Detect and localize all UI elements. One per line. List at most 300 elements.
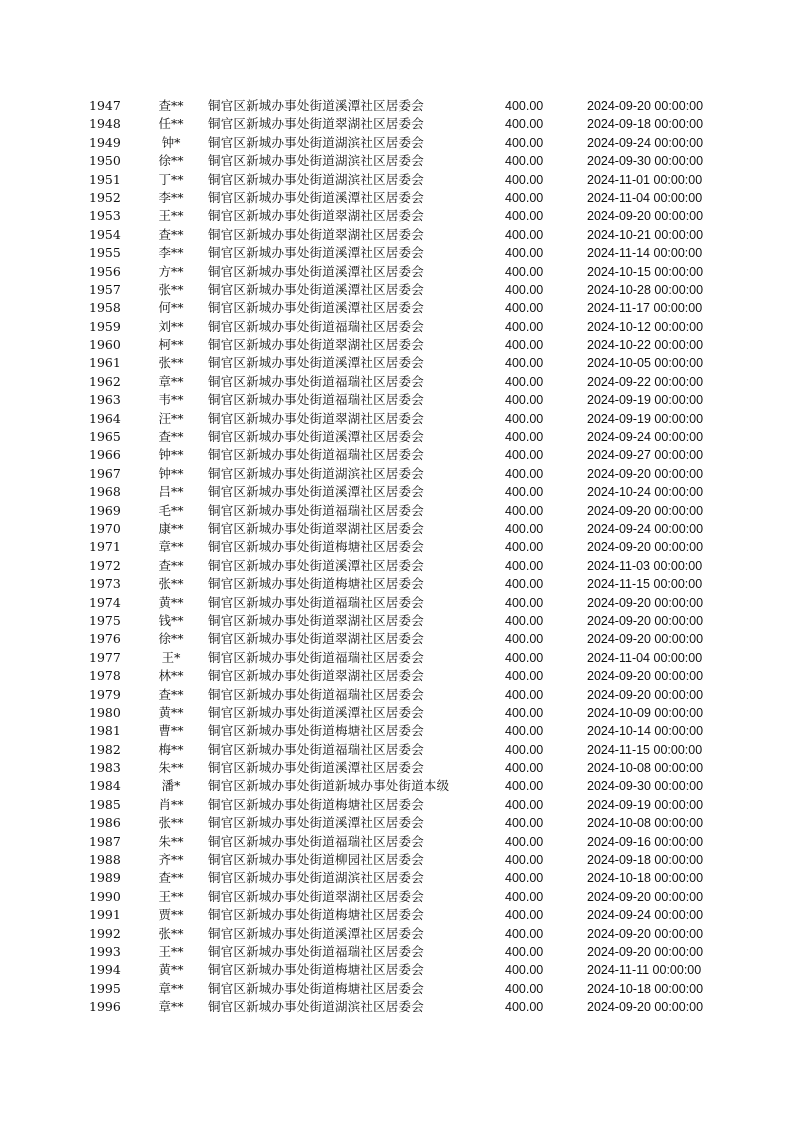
issue-date: 2024-10-12 00:00:00 bbox=[587, 319, 704, 334]
issue-date: 2024-11-15 00:00:00 bbox=[587, 577, 703, 592]
recipient-name: 方** bbox=[158, 263, 184, 279]
recipient-name: 章** bbox=[158, 980, 184, 996]
table-row bbox=[80, 189, 740, 207]
row-number: 1951 bbox=[89, 171, 121, 187]
issue-date: 2024-10-14 00:00:00 bbox=[587, 724, 704, 739]
table-row bbox=[80, 97, 740, 115]
issue-date: 2024-09-20 00:00:00 bbox=[587, 99, 704, 113]
issue-date: 2024-09-20 00:00:00 bbox=[587, 687, 704, 702]
issue-date: 2024-09-20 00:00:00 bbox=[587, 613, 704, 628]
community-committee: 铜官区新城办事处街道溪潭社区居委会 bbox=[208, 189, 424, 205]
table-row bbox=[80, 630, 740, 648]
amount: 400.00 bbox=[505, 632, 544, 647]
amount: 400.00 bbox=[505, 613, 544, 628]
table-row bbox=[80, 299, 740, 317]
community-committee: 铜官区新城办事处街道翠湖社区居委会 bbox=[208, 116, 424, 132]
community-committee: 铜官区新城办事处街道溪潭社区居委会 bbox=[208, 300, 424, 316]
amount: 400.00 bbox=[505, 485, 544, 500]
row-number: 1964 bbox=[89, 410, 121, 426]
recipient-name: 查** bbox=[158, 429, 184, 445]
recipient-name: 黄** bbox=[158, 594, 184, 610]
table-row bbox=[80, 594, 740, 612]
table-row bbox=[80, 465, 740, 483]
amount: 400.00 bbox=[505, 742, 544, 757]
recipient-name: 钟* bbox=[161, 134, 181, 150]
issue-date: 2024-09-20 00:00:00 bbox=[587, 944, 704, 959]
recipient-name: 张** bbox=[158, 925, 184, 941]
recipient-name: 王* bbox=[161, 649, 181, 665]
issue-date: 2024-10-28 00:00:00 bbox=[587, 282, 704, 297]
recipient-name: 张** bbox=[158, 815, 184, 831]
recipient-name: 毛** bbox=[158, 502, 184, 518]
table-row bbox=[80, 410, 740, 428]
issue-date: 2024-09-20 00:00:00 bbox=[587, 540, 704, 555]
recipient-name: 王** bbox=[158, 208, 184, 224]
amount: 400.00 bbox=[505, 595, 544, 610]
table-row bbox=[80, 612, 740, 630]
community-committee: 铜官区新城办事处街道梅塘社区居委会 bbox=[208, 796, 424, 812]
recipient-name: 查** bbox=[158, 226, 184, 242]
row-number: 1974 bbox=[89, 594, 121, 610]
community-committee: 铜官区新城办事处街道翠湖社区居委会 bbox=[208, 208, 424, 224]
row-number: 1996 bbox=[89, 999, 121, 1015]
community-committee: 铜官区新城办事处街道溪潭社区居委会 bbox=[208, 815, 424, 831]
amount: 400.00 bbox=[505, 908, 544, 923]
table-row bbox=[80, 226, 740, 244]
row-number: 1987 bbox=[89, 833, 121, 849]
issue-date: 2024-09-20 00:00:00 bbox=[587, 669, 704, 684]
table-row bbox=[80, 557, 740, 575]
table-row bbox=[80, 575, 740, 593]
table-row bbox=[80, 115, 740, 133]
issue-date: 2024-09-20 00:00:00 bbox=[587, 1000, 704, 1015]
issue-date: 2024-09-20 00:00:00 bbox=[587, 209, 704, 224]
issue-date: 2024-10-21 00:00:00 bbox=[587, 227, 704, 242]
amount: 400.00 bbox=[505, 577, 544, 592]
issue-date: 2024-09-18 00:00:00 bbox=[587, 117, 704, 132]
recipient-name: 张** bbox=[158, 355, 184, 371]
table-row bbox=[80, 134, 740, 152]
community-committee: 铜官区新城办事处街道湖滨社区居委会 bbox=[208, 171, 424, 187]
table-row bbox=[80, 446, 740, 464]
community-committee: 铜官区新城办事处街道翠湖社区居委会 bbox=[208, 668, 424, 684]
row-number: 1959 bbox=[89, 318, 121, 334]
recipient-name: 任** bbox=[158, 116, 184, 132]
community-committee: 铜官区新城办事处街道梅塘社区居委会 bbox=[208, 980, 424, 996]
community-committee: 铜官区新城办事处街道溪潭社区居委会 bbox=[208, 704, 424, 720]
issue-date: 2024-09-20 00:00:00 bbox=[587, 503, 704, 518]
amount: 400.00 bbox=[505, 853, 544, 868]
issue-date: 2024-09-18 00:00:00 bbox=[587, 853, 704, 868]
community-committee: 铜官区新城办事处街道翠湖社区居委会 bbox=[208, 520, 424, 536]
table-row bbox=[80, 814, 740, 832]
table-row bbox=[80, 851, 740, 869]
recipient-name: 黄** bbox=[158, 704, 184, 720]
community-committee: 铜官区新城办事处街道福瑞社区居委会 bbox=[208, 686, 424, 702]
amount: 400.00 bbox=[505, 705, 544, 720]
recipient-name: 张** bbox=[158, 576, 184, 592]
row-number: 1954 bbox=[89, 226, 121, 242]
issue-date: 2024-11-04 00:00:00 bbox=[587, 650, 703, 665]
row-number: 1952 bbox=[89, 189, 121, 205]
table-row bbox=[80, 502, 740, 520]
table-row bbox=[80, 483, 740, 501]
recipient-name: 徐** bbox=[158, 631, 184, 647]
recipient-name: 刘** bbox=[158, 318, 184, 334]
community-committee: 铜官区新城办事处街道福瑞社区居委会 bbox=[208, 447, 424, 463]
row-number: 1978 bbox=[89, 668, 121, 684]
community-committee: 铜官区新城办事处街道溪潭社区居委会 bbox=[208, 98, 424, 113]
row-number: 1957 bbox=[89, 281, 121, 297]
recipient-name: 何** bbox=[158, 300, 184, 316]
issue-date: 2024-09-20 00:00:00 bbox=[587, 632, 704, 647]
issue-date: 2024-11-17 00:00:00 bbox=[587, 301, 703, 316]
issue-date: 2024-10-08 00:00:00 bbox=[587, 816, 704, 831]
table-row bbox=[80, 869, 740, 887]
row-number: 1947 bbox=[89, 98, 121, 113]
amount: 400.00 bbox=[505, 558, 544, 573]
community-committee: 铜官区新城办事处街道新城办事处街道本级 bbox=[208, 778, 450, 794]
issue-date: 2024-10-18 00:00:00 bbox=[587, 981, 704, 996]
table-row bbox=[80, 538, 740, 556]
table-row bbox=[80, 925, 740, 943]
community-committee: 铜官区新城办事处街道福瑞社区居委会 bbox=[208, 373, 424, 389]
table-row bbox=[80, 281, 740, 299]
issue-date: 2024-10-18 00:00:00 bbox=[587, 871, 704, 886]
recipient-name: 查** bbox=[158, 686, 184, 702]
community-committee: 铜官区新城办事处街道湖滨社区居委会 bbox=[208, 153, 424, 169]
community-committee: 铜官区新城办事处街道翠湖社区居委会 bbox=[208, 631, 424, 647]
recipient-name: 钟** bbox=[158, 447, 184, 463]
recipient-name: 汪** bbox=[158, 410, 184, 426]
issue-date: 2024-11-01 00:00:00 bbox=[587, 172, 703, 187]
table-row bbox=[80, 520, 740, 538]
issue-date: 2024-10-05 00:00:00 bbox=[587, 356, 704, 371]
recipient-name: 吕** bbox=[158, 484, 184, 500]
row-number: 1970 bbox=[89, 520, 121, 536]
amount: 400.00 bbox=[505, 503, 544, 518]
row-number: 1976 bbox=[89, 631, 121, 647]
amount: 400.00 bbox=[505, 209, 544, 224]
table-row bbox=[80, 207, 740, 225]
amount: 400.00 bbox=[505, 338, 544, 353]
row-number: 1949 bbox=[89, 134, 121, 150]
table-row bbox=[80, 391, 740, 409]
recipient-name: 林** bbox=[158, 668, 184, 684]
recipient-name: 贾** bbox=[158, 907, 184, 923]
amount: 400.00 bbox=[505, 393, 544, 408]
row-number: 1972 bbox=[89, 557, 121, 573]
community-committee: 铜官区新城办事处街道湖滨社区居委会 bbox=[208, 134, 424, 150]
community-committee: 铜官区新城办事处街道溪潭社区居委会 bbox=[208, 355, 424, 371]
issue-date: 2024-11-11 00:00:00 bbox=[587, 963, 702, 978]
recipient-name: 徐** bbox=[158, 153, 184, 169]
issue-date: 2024-09-22 00:00:00 bbox=[587, 374, 704, 389]
community-committee: 铜官区新城办事处街道福瑞社区居委会 bbox=[208, 741, 424, 757]
row-number: 1961 bbox=[89, 355, 121, 371]
row-number: 1973 bbox=[89, 576, 121, 592]
community-committee: 铜官区新城办事处街道翠湖社区居委会 bbox=[208, 888, 424, 904]
recipient-name: 齐** bbox=[158, 852, 184, 868]
table-row bbox=[80, 428, 740, 446]
amount: 400.00 bbox=[505, 521, 544, 536]
table-row bbox=[80, 354, 740, 372]
recipient-name: 张** bbox=[158, 281, 184, 297]
row-number: 1982 bbox=[89, 741, 121, 757]
issue-date: 2024-11-03 00:00:00 bbox=[587, 558, 703, 573]
table-row bbox=[80, 961, 740, 979]
amount: 400.00 bbox=[505, 779, 544, 794]
amount: 400.00 bbox=[505, 356, 544, 371]
issue-date: 2024-09-19 00:00:00 bbox=[587, 411, 704, 426]
recipient-name: 黄** bbox=[158, 962, 184, 978]
amount: 400.00 bbox=[505, 154, 544, 169]
row-number: 1967 bbox=[89, 465, 121, 481]
table-row bbox=[80, 777, 740, 795]
community-committee: 铜官区新城办事处街道福瑞社区居委会 bbox=[208, 502, 424, 518]
recipient-name: 王** bbox=[158, 943, 184, 959]
table-row bbox=[80, 704, 740, 722]
amount: 400.00 bbox=[505, 761, 544, 776]
amount: 400.00 bbox=[505, 430, 544, 445]
row-number: 1968 bbox=[89, 484, 121, 500]
community-committee: 铜官区新城办事处街道福瑞社区居委会 bbox=[208, 594, 424, 610]
row-number: 1977 bbox=[89, 649, 121, 665]
issue-date: 2024-11-14 00:00:00 bbox=[587, 246, 703, 261]
recipient-name: 柯** bbox=[158, 337, 184, 353]
issue-date: 2024-09-30 00:00:00 bbox=[587, 154, 704, 169]
issue-date: 2024-09-27 00:00:00 bbox=[587, 448, 704, 463]
community-committee: 铜官区新城办事处街道福瑞社区居委会 bbox=[208, 318, 424, 334]
recipient-name: 查** bbox=[158, 98, 184, 113]
table-row bbox=[80, 943, 740, 961]
issue-date: 2024-09-24 00:00:00 bbox=[587, 521, 704, 536]
issue-date: 2024-10-24 00:00:00 bbox=[587, 485, 704, 500]
issue-date: 2024-09-16 00:00:00 bbox=[587, 834, 704, 849]
recipient-name: 韦** bbox=[158, 392, 184, 408]
amount: 400.00 bbox=[505, 944, 544, 959]
table-row bbox=[80, 686, 740, 704]
community-committee: 铜官区新城办事处街道翠湖社区居委会 bbox=[208, 612, 424, 628]
recipient-name: 康** bbox=[158, 520, 184, 536]
recipient-name: 查** bbox=[158, 557, 184, 573]
table-row bbox=[80, 336, 740, 354]
community-committee: 铜官区新城办事处街道福瑞社区居委会 bbox=[208, 943, 424, 959]
community-committee: 铜官区新城办事处街道梅塘社区居委会 bbox=[208, 962, 424, 978]
community-committee: 铜官区新城办事处街道翠湖社区居委会 bbox=[208, 337, 424, 353]
amount: 400.00 bbox=[505, 466, 544, 481]
row-number: 1994 bbox=[89, 962, 121, 978]
issue-date: 2024-09-24 00:00:00 bbox=[587, 135, 704, 150]
table-row bbox=[80, 171, 740, 189]
amount: 400.00 bbox=[505, 117, 544, 132]
row-number: 1956 bbox=[89, 263, 121, 279]
community-committee: 铜官区新城办事处街道梅塘社区居委会 bbox=[208, 576, 424, 592]
table-row bbox=[80, 980, 740, 998]
recipient-name: 丁** bbox=[158, 171, 184, 187]
recipient-name: 钱** bbox=[158, 612, 184, 628]
amount: 400.00 bbox=[505, 889, 544, 904]
amount: 400.00 bbox=[505, 282, 544, 297]
issue-date: 2024-09-24 00:00:00 bbox=[587, 430, 704, 445]
row-number: 1966 bbox=[89, 447, 121, 463]
issue-date: 2024-10-22 00:00:00 bbox=[587, 338, 704, 353]
row-number: 1990 bbox=[89, 888, 121, 904]
community-committee: 铜官区新城办事处街道湖滨社区居委会 bbox=[208, 999, 424, 1015]
row-number: 1979 bbox=[89, 686, 121, 702]
amount: 400.00 bbox=[505, 246, 544, 261]
row-number: 1992 bbox=[89, 925, 121, 941]
issue-date: 2024-09-24 00:00:00 bbox=[587, 908, 704, 923]
amount: 400.00 bbox=[505, 172, 544, 187]
amount: 400.00 bbox=[505, 374, 544, 389]
table-row bbox=[80, 373, 740, 391]
amount: 400.00 bbox=[505, 1000, 544, 1015]
community-committee: 铜官区新城办事处街道溪潭社区居委会 bbox=[208, 760, 424, 776]
amount: 400.00 bbox=[505, 135, 544, 150]
issue-date: 2024-09-30 00:00:00 bbox=[587, 779, 704, 794]
row-number: 1981 bbox=[89, 723, 121, 739]
issue-date: 2024-11-04 00:00:00 bbox=[587, 190, 703, 205]
table-row bbox=[80, 722, 740, 740]
community-committee: 铜官区新城办事处街道溪潭社区居委会 bbox=[208, 281, 424, 297]
amount: 400.00 bbox=[505, 687, 544, 702]
amount: 400.00 bbox=[505, 724, 544, 739]
amount: 400.00 bbox=[505, 926, 544, 941]
community-committee: 铜官区新城办事处街道溪潭社区居委会 bbox=[208, 429, 424, 445]
row-number: 1986 bbox=[89, 815, 121, 831]
recipient-name: 章** bbox=[158, 539, 184, 555]
row-number: 1955 bbox=[89, 245, 121, 261]
table-row bbox=[80, 667, 740, 685]
recipient-name: 李** bbox=[158, 189, 184, 205]
issue-date: 2024-09-20 00:00:00 bbox=[587, 595, 704, 610]
community-committee: 铜官区新城办事处街道梅塘社区居委会 bbox=[208, 539, 424, 555]
row-number: 1963 bbox=[89, 392, 121, 408]
row-number: 1989 bbox=[89, 870, 121, 886]
row-number: 1958 bbox=[89, 300, 121, 316]
amount: 400.00 bbox=[505, 981, 544, 996]
recipient-name: 钟** bbox=[158, 465, 184, 481]
recipient-name: 章** bbox=[158, 373, 184, 389]
table-row bbox=[80, 649, 740, 667]
issue-date: 2024-10-09 00:00:00 bbox=[587, 705, 704, 720]
table-row bbox=[80, 759, 740, 777]
amount: 400.00 bbox=[505, 871, 544, 886]
issue-date: 2024-09-19 00:00:00 bbox=[587, 797, 704, 812]
row-number: 1995 bbox=[89, 980, 121, 996]
table-row bbox=[80, 152, 740, 170]
recipient-name: 梅** bbox=[158, 741, 184, 757]
recipient-name: 肖** bbox=[158, 796, 184, 812]
amount: 400.00 bbox=[505, 816, 544, 831]
issue-date: 2024-09-20 00:00:00 bbox=[587, 466, 704, 481]
amount: 400.00 bbox=[505, 227, 544, 242]
issue-date: 2024-11-15 00:00:00 bbox=[587, 742, 703, 757]
issue-date: 2024-09-19 00:00:00 bbox=[587, 393, 704, 408]
community-committee: 铜官区新城办事处街道湖滨社区居委会 bbox=[208, 465, 424, 481]
community-committee: 铜官区新城办事处街道福瑞社区居委会 bbox=[208, 649, 424, 665]
recipient-name: 曹** bbox=[158, 723, 184, 739]
table-row bbox=[80, 833, 740, 851]
row-number: 1971 bbox=[89, 539, 121, 555]
table-row bbox=[80, 263, 740, 281]
row-number: 1984 bbox=[89, 778, 121, 794]
community-committee: 铜官区新城办事处街道福瑞社区居委会 bbox=[208, 833, 424, 849]
community-committee: 铜官区新城办事处街道溪潭社区居委会 bbox=[208, 557, 424, 573]
issue-date: 2024-10-15 00:00:00 bbox=[587, 264, 704, 279]
subsidy-list-table bbox=[80, 97, 740, 1017]
row-number: 1993 bbox=[89, 943, 121, 959]
row-number: 1962 bbox=[89, 373, 121, 389]
table-row bbox=[80, 998, 740, 1016]
table-row bbox=[80, 244, 740, 262]
row-number: 1983 bbox=[89, 760, 121, 776]
amount: 400.00 bbox=[505, 448, 544, 463]
community-committee: 铜官区新城办事处街道溪潭社区居委会 bbox=[208, 263, 424, 279]
row-number: 1980 bbox=[89, 704, 121, 720]
recipient-name: 朱** bbox=[158, 760, 184, 776]
community-committee: 铜官区新城办事处街道梅塘社区居委会 bbox=[208, 907, 424, 923]
amount: 400.00 bbox=[505, 834, 544, 849]
issue-date: 2024-10-08 00:00:00 bbox=[587, 761, 704, 776]
recipient-name: 章** bbox=[158, 999, 184, 1015]
row-number: 1960 bbox=[89, 337, 121, 353]
community-committee: 铜官区新城办事处街道翠湖社区居委会 bbox=[208, 226, 424, 242]
amount: 400.00 bbox=[505, 540, 544, 555]
amount: 400.00 bbox=[505, 411, 544, 426]
community-committee: 铜官区新城办事处街道溪潭社区居委会 bbox=[208, 925, 424, 941]
community-committee: 铜官区新城办事处街道湖滨社区居委会 bbox=[208, 870, 424, 886]
table-row bbox=[80, 796, 740, 814]
recipient-name: 查** bbox=[158, 870, 184, 886]
issue-date: 2024-09-20 00:00:00 bbox=[587, 889, 704, 904]
recipient-name: 王** bbox=[158, 888, 184, 904]
community-committee: 铜官区新城办事处街道柳园社区居委会 bbox=[208, 852, 424, 868]
community-committee: 铜官区新城办事处街道溪潭社区居委会 bbox=[208, 484, 424, 500]
row-number: 1965 bbox=[89, 429, 121, 445]
amount: 400.00 bbox=[505, 963, 544, 978]
row-number: 1975 bbox=[89, 612, 121, 628]
community-committee: 铜官区新城办事处街道梅塘社区居委会 bbox=[208, 723, 424, 739]
amount: 400.00 bbox=[505, 319, 544, 334]
amount: 400.00 bbox=[505, 99, 544, 113]
amount: 400.00 bbox=[505, 264, 544, 279]
issue-date: 2024-09-20 00:00:00 bbox=[587, 926, 704, 941]
row-number: 1948 bbox=[89, 116, 121, 132]
amount: 400.00 bbox=[505, 190, 544, 205]
community-committee: 铜官区新城办事处街道溪潭社区居委会 bbox=[208, 245, 424, 261]
recipient-name: 潘* bbox=[161, 778, 181, 794]
amount: 400.00 bbox=[505, 650, 544, 665]
community-committee: 铜官区新城办事处街道福瑞社区居委会 bbox=[208, 392, 424, 408]
community-committee: 铜官区新城办事处街道翠湖社区居委会 bbox=[208, 410, 424, 426]
table-row bbox=[80, 318, 740, 336]
amount: 400.00 bbox=[505, 301, 544, 316]
recipient-name: 朱** bbox=[158, 833, 184, 849]
recipient-name: 李** bbox=[158, 245, 184, 261]
table-row bbox=[80, 888, 740, 906]
row-number: 1985 bbox=[89, 796, 121, 812]
row-number: 1991 bbox=[89, 907, 121, 923]
amount: 400.00 bbox=[505, 797, 544, 812]
row-number: 1950 bbox=[89, 153, 121, 169]
row-number: 1969 bbox=[89, 502, 121, 518]
table-row bbox=[80, 741, 740, 759]
amount: 400.00 bbox=[505, 669, 544, 684]
row-number: 1988 bbox=[89, 852, 121, 868]
table-row bbox=[80, 906, 740, 924]
